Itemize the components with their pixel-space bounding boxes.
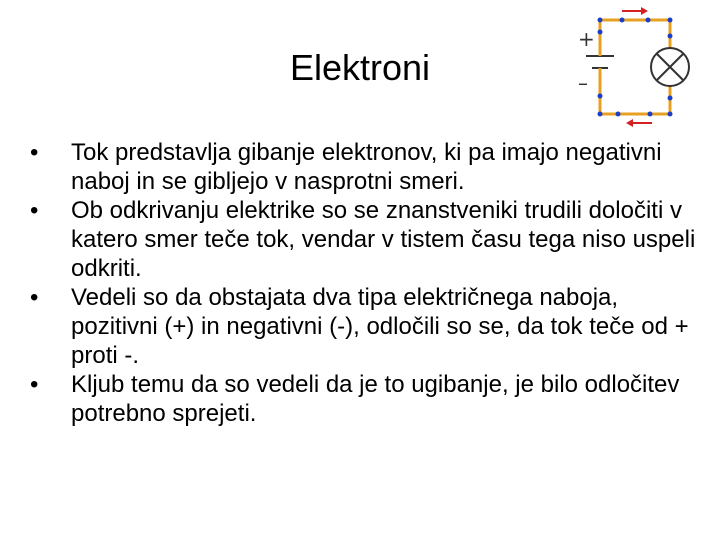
- electron-dot: [598, 94, 603, 99]
- bullet-dot-icon: •: [30, 139, 39, 166]
- bullet-item: [30, 370, 700, 428]
- bullet-dot-icon: •: [30, 197, 39, 224]
- wire-top: [600, 20, 670, 48]
- circuit-diagram: [572, 2, 708, 128]
- plus-label: +: [578, 27, 595, 51]
- slide-title: Elektroni: [289, 47, 431, 88]
- bullet-text: Vedeli so da obstajata dva tipa električnega naboja, pozitivni (+) in negativni (-), odločili so se, da tok teče od + proti -.: [71, 284, 689, 369]
- lamp-cross-icon: [651, 48, 689, 86]
- electron-dot: [620, 18, 625, 23]
- electron-dot: [668, 96, 673, 101]
- bullet-dot-icon: •: [30, 284, 39, 311]
- electron-dot: [648, 112, 653, 117]
- electron-dot: [646, 18, 651, 23]
- bullet-text: Tok predstavlja gibanje elektronov, ki pa imajo negativni naboj in se gibljejo v nasprotni smeri.: [71, 139, 662, 195]
- electron-dot: [668, 34, 673, 39]
- electron-dot: [668, 112, 673, 117]
- electron-dot: [598, 30, 603, 35]
- electron-dot: [616, 112, 621, 117]
- bullet-item: [30, 283, 700, 370]
- bullet-text: Ob odkrivanju elektrike so se znanstveniki trudili določiti v katero smer teče tok, vendar v tistem času tega niso uspeli odkriti.: [71, 197, 696, 282]
- bullet-item: [30, 196, 700, 283]
- minus-label: –: [578, 71, 588, 95]
- electron-dot: [598, 18, 603, 23]
- bullet-item: [30, 138, 700, 196]
- bullet-dot-icon: •: [30, 371, 39, 398]
- bullet-list: [30, 138, 700, 428]
- electron-dot: [598, 112, 603, 117]
- current-arrows: [622, 7, 652, 127]
- bullet-text: Kljub temu da so vedeli da je to ugibanje, je bilo odločitev potrebno sprejeti.: [71, 371, 680, 427]
- electron-dot: [668, 18, 673, 23]
- wire-bottom: [600, 86, 670, 114]
